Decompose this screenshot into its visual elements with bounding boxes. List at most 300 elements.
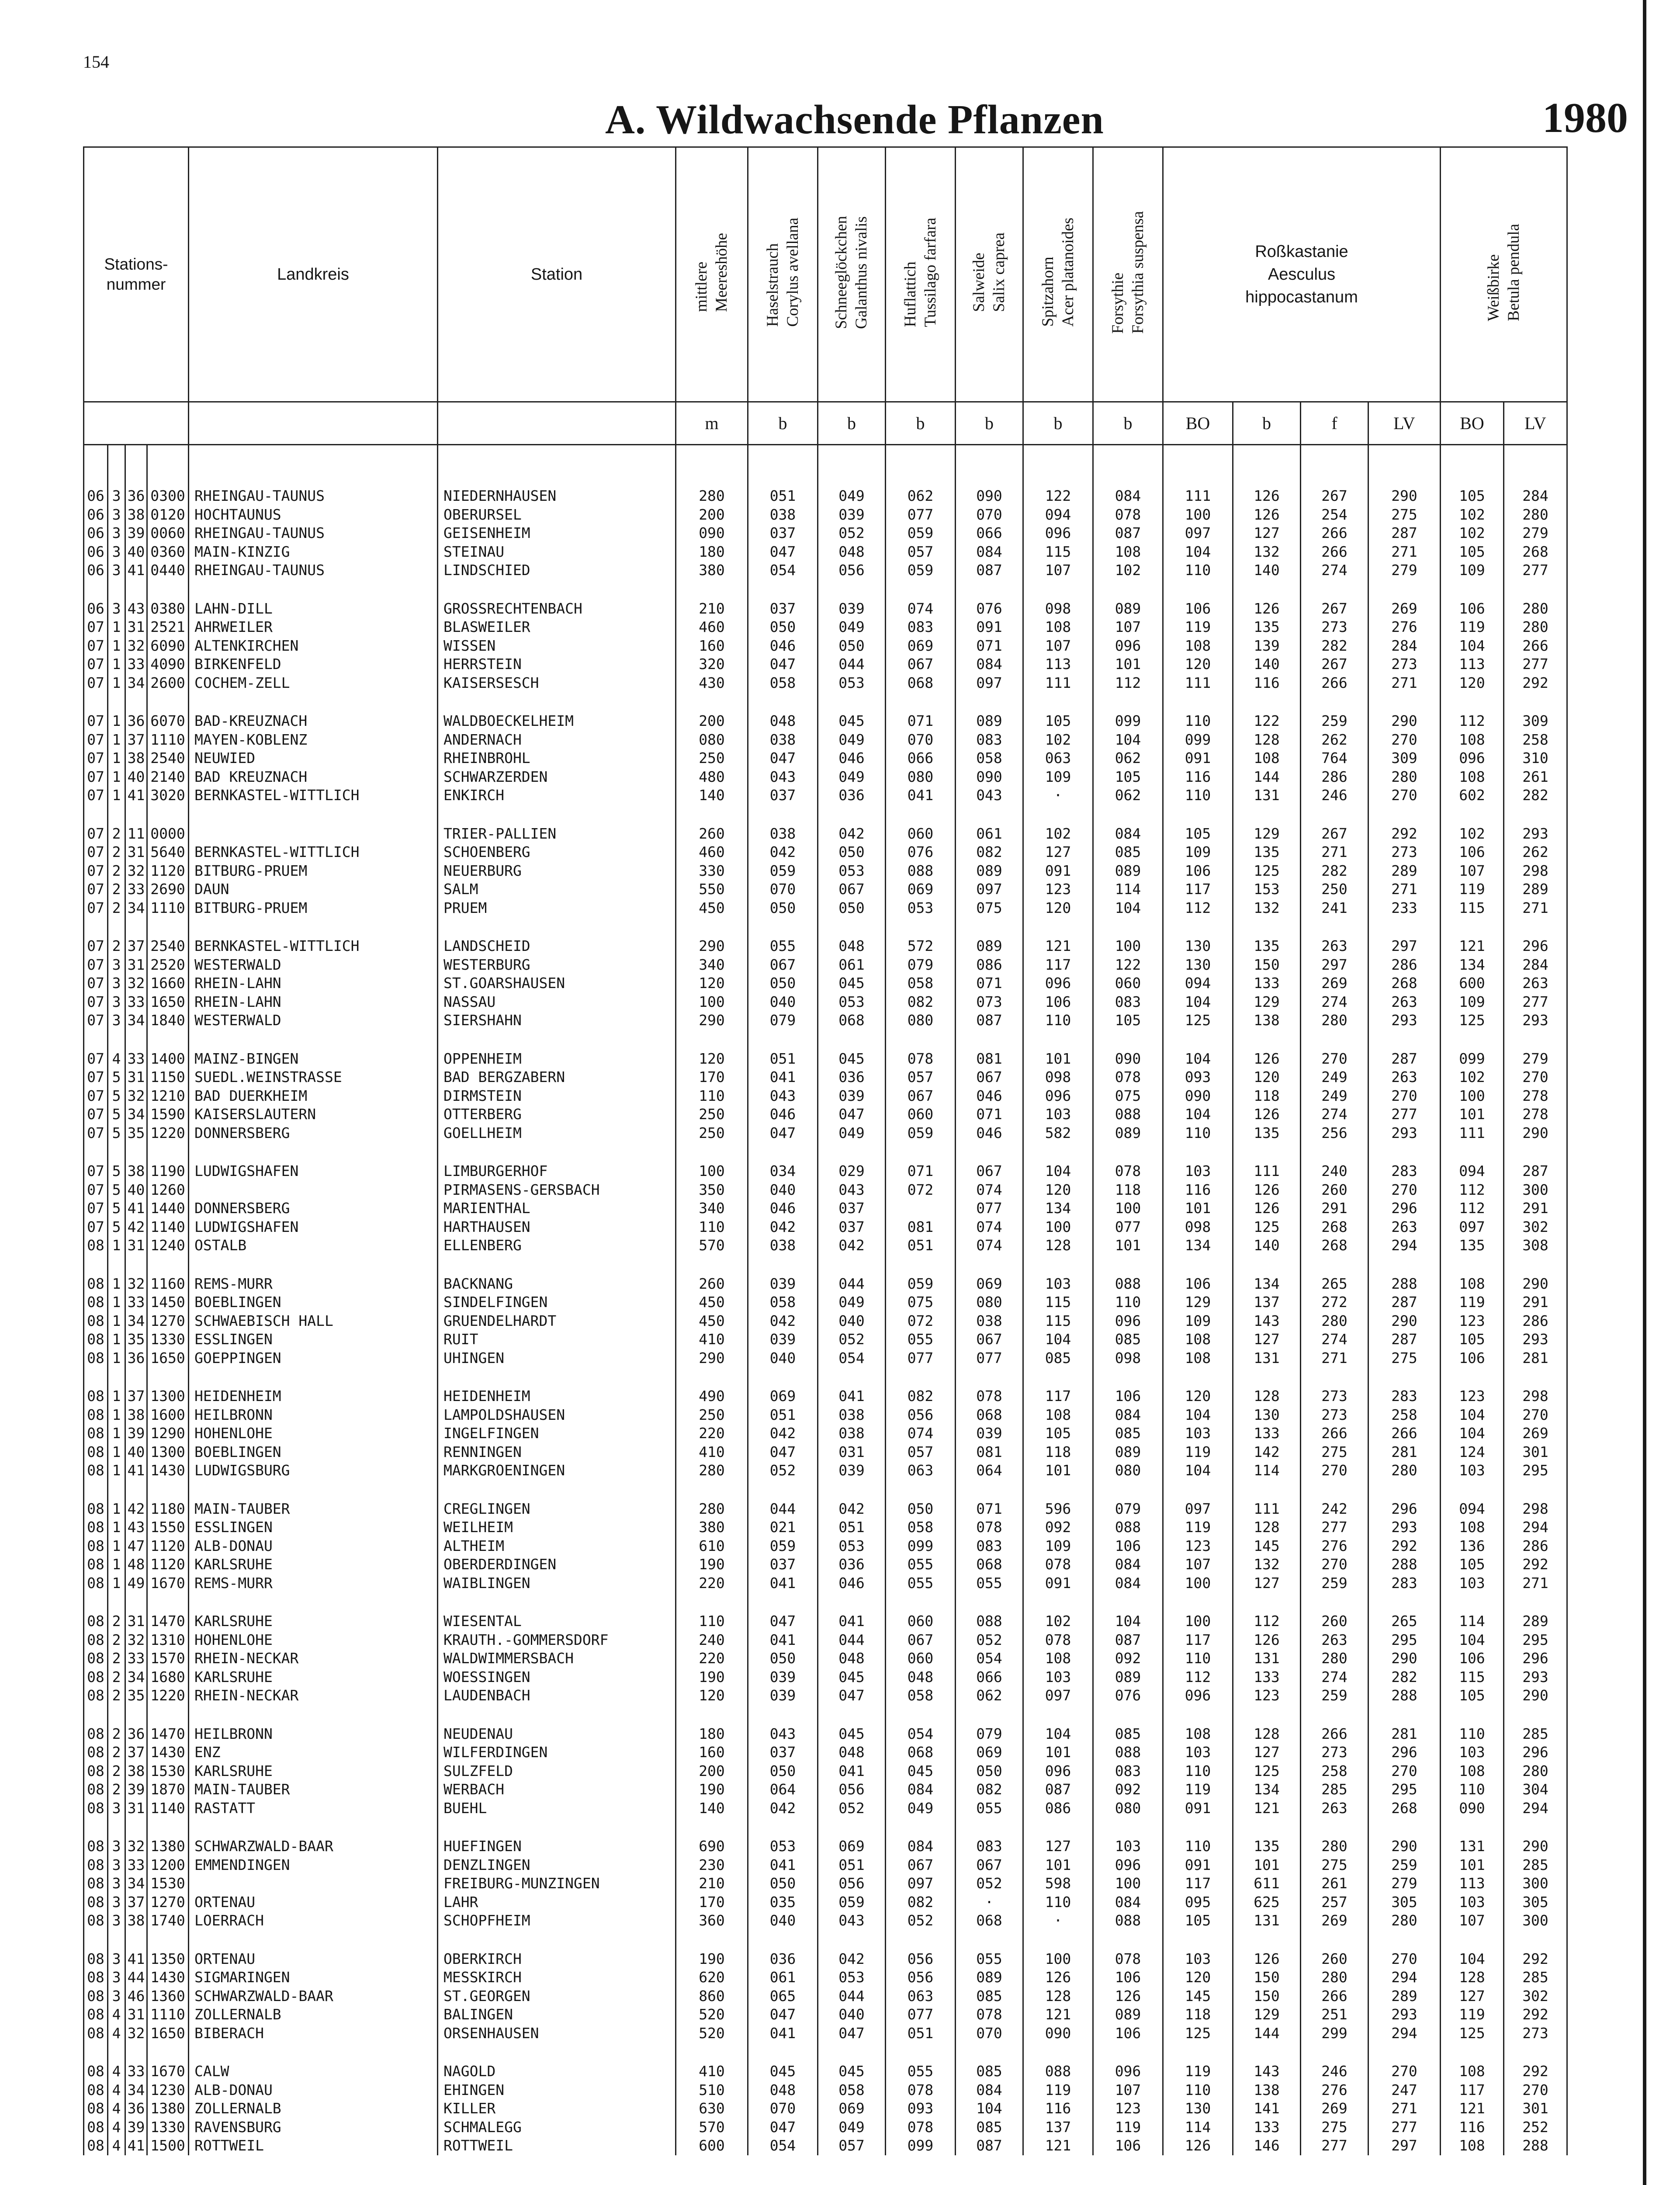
cell-ross-bo: 097 <box>1163 1500 1233 1519</box>
cell-district: 33 <box>125 880 147 899</box>
cell-ross-f: 257 <box>1301 1893 1368 1912</box>
spacer-cell <box>886 1030 956 1050</box>
cell-ross-lv: 287 <box>1368 524 1441 543</box>
cell-region: 5 <box>108 1087 125 1106</box>
cell-birke-bo: 103 <box>1441 1743 1504 1762</box>
cell-station-id: 1270 <box>147 1312 189 1331</box>
cell-spitzahorn: 098 <box>1023 1068 1093 1087</box>
unit-meereshoehe: m <box>676 402 748 445</box>
spacer-cell <box>1301 692 1368 712</box>
cell-spitzahorn: 120 <box>1023 1181 1093 1200</box>
spacer-cell <box>886 692 956 712</box>
cell-spitzahorn: 103 <box>1023 1105 1093 1124</box>
cell-ross-lv: 287 <box>1368 1330 1441 1349</box>
cell-district: 32 <box>125 1087 147 1106</box>
cell-station: PRUEM <box>438 899 676 918</box>
cell-ross-f: 291 <box>1301 1199 1368 1218</box>
cell-ross-f: 276 <box>1301 2081 1368 2100</box>
cell-altitude: 570 <box>676 1236 748 1255</box>
spacer-cell <box>108 445 125 487</box>
cell-hasel: 037 <box>748 1743 818 1762</box>
cell-state: 07 <box>84 880 108 899</box>
table-row <box>84 880 1567 899</box>
cell-ross-bo: 095 <box>1163 1893 1233 1912</box>
cell-ross-f: 269 <box>1301 2099 1368 2118</box>
cell-hasel: 040 <box>748 1181 818 1200</box>
table-row <box>84 1461 1567 1480</box>
spacer-cell <box>748 445 818 487</box>
cell-birke-lv: 298 <box>1504 1500 1567 1519</box>
cell-station-id: 1740 <box>147 1911 189 1930</box>
cell-spitzahorn: 123 <box>1023 880 1093 899</box>
cell-state: 07 <box>84 974 108 993</box>
cell-district: 31 <box>125 1612 147 1631</box>
spacer-cell <box>84 2043 108 2062</box>
spacer-cell <box>886 580 956 600</box>
cell-hasel: 064 <box>748 1780 818 1799</box>
cell-salweide: 085 <box>956 2118 1023 2137</box>
cell-hasel: 050 <box>748 1874 818 1893</box>
spacer-cell <box>1023 580 1093 600</box>
cell-station: OBERDERDINGEN <box>438 1555 676 1574</box>
cell-birke-bo: 096 <box>1441 749 1504 768</box>
cell-altitude: 210 <box>676 600 748 618</box>
cell-forsythie: 060 <box>1093 974 1163 993</box>
spacer-cell <box>1163 1592 1233 1612</box>
spacer-cell <box>189 1480 438 1500</box>
cell-landkreis <box>189 825 438 843</box>
unit-huflattich: b <box>886 402 956 445</box>
cell-schnee: 049 <box>818 1124 886 1143</box>
cell-birke-lv: 292 <box>1504 1555 1567 1574</box>
cell-huflattich: 068 <box>886 1743 956 1762</box>
spacer-cell <box>189 1817 438 1837</box>
cell-schnee: 050 <box>818 843 886 862</box>
cell-altitude: 200 <box>676 712 748 731</box>
spacer-cell <box>1233 1480 1301 1500</box>
cell-region: 1 <box>108 1275 125 1294</box>
cell-birke-lv: 302 <box>1504 1987 1567 2006</box>
cell-ross-lv: 270 <box>1368 1950 1441 1969</box>
table-row <box>84 524 1567 543</box>
cell-schnee: 053 <box>818 1968 886 1987</box>
spacer-cell <box>438 1817 676 1837</box>
cell-ross-f: 267 <box>1301 655 1368 674</box>
cell-ross-b: 126 <box>1233 1199 1301 1218</box>
cell-huflattich: 079 <box>886 956 956 975</box>
cell-district: 48 <box>125 1555 147 1574</box>
cell-district: 32 <box>125 974 147 993</box>
cell-district: 41 <box>125 1199 147 1218</box>
cell-salweide: 077 <box>956 1199 1023 1218</box>
cell-ross-lv: 292 <box>1368 825 1441 843</box>
cell-landkreis: SUEDL.WEINSTRASSE <box>189 1068 438 1087</box>
cell-forsythie: 084 <box>1093 487 1163 506</box>
cell-state: 07 <box>84 1011 108 1030</box>
cell-landkreis: DONNERSBERG <box>189 1199 438 1218</box>
cell-state: 07 <box>84 618 108 637</box>
cell-altitude: 250 <box>676 1124 748 1143</box>
cell-state: 08 <box>84 1555 108 1574</box>
cell-salweide: 090 <box>956 487 1023 506</box>
cell-station-id: 1240 <box>147 1236 189 1255</box>
cell-station: OTTERBERG <box>438 1105 676 1124</box>
cell-birke-bo: 108 <box>1441 1518 1504 1537</box>
table-row <box>84 2024 1567 2043</box>
cell-birke-bo: 128 <box>1441 1968 1504 1987</box>
cell-hasel: 059 <box>748 862 818 881</box>
cell-altitude: 520 <box>676 2024 748 2043</box>
table-spacer-row <box>84 1367 1567 1387</box>
spacer-cell <box>886 1817 956 1837</box>
cell-schnee: 044 <box>818 1275 886 1294</box>
cell-birke-lv: 296 <box>1504 1649 1567 1668</box>
table-row <box>84 843 1567 862</box>
cell-schnee: 049 <box>818 731 886 749</box>
cell-huflattich: 077 <box>886 2005 956 2024</box>
cell-schnee: 056 <box>818 561 886 580</box>
spacer-cell <box>1093 445 1163 487</box>
cell-spitzahorn: 104 <box>1023 1162 1093 1181</box>
spacer-cell <box>1441 1480 1504 1500</box>
cell-birke-bo: 112 <box>1441 712 1504 731</box>
cell-district: 47 <box>125 1537 147 1556</box>
cell-station-id: 1530 <box>147 1874 189 1893</box>
cell-forsythie: 089 <box>1093 1443 1163 1462</box>
cell-spitzahorn: 127 <box>1023 843 1093 862</box>
cell-ross-bo: 109 <box>1163 1312 1233 1331</box>
spacer-cell <box>748 692 818 712</box>
cell-altitude: 380 <box>676 561 748 580</box>
spacer-cell <box>125 1705 147 1725</box>
cell-station-id: 0060 <box>147 524 189 543</box>
cell-spitzahorn: 090 <box>1023 2024 1093 2043</box>
cell-ross-bo: 119 <box>1163 1780 1233 1799</box>
spacer-cell <box>1233 1255 1301 1275</box>
cell-birke-bo: 108 <box>1441 2136 1504 2155</box>
spacer-cell <box>1368 2043 1441 2062</box>
table-row <box>84 1087 1567 1106</box>
cell-station-id: 1190 <box>147 1162 189 1181</box>
cell-salweide: 076 <box>956 600 1023 618</box>
spacer-cell <box>956 1367 1023 1387</box>
cell-station-id: 1650 <box>147 993 189 1012</box>
cell-hasel: 043 <box>748 1725 818 1744</box>
cell-birke-lv: 295 <box>1504 1631 1567 1650</box>
cell-huflattich: 082 <box>886 1893 956 1912</box>
cell-ross-lv: 283 <box>1368 1387 1441 1406</box>
cell-ross-bo: 111 <box>1163 487 1233 506</box>
cell-forsythie: 096 <box>1093 1312 1163 1331</box>
spacer-cell <box>1023 1817 1093 1837</box>
spacer-cell <box>1023 805 1093 825</box>
cell-ross-bo: 110 <box>1163 786 1233 805</box>
cell-salweide: 074 <box>956 1218 1023 1237</box>
cell-state: 08 <box>84 1537 108 1556</box>
cell-forsythie: 104 <box>1093 731 1163 749</box>
table-spacer-row <box>84 1142 1567 1162</box>
cell-birke-bo: 120 <box>1441 674 1504 693</box>
spacer-cell <box>1504 917 1567 937</box>
cell-district: 39 <box>125 1780 147 1799</box>
cell-district: 39 <box>125 1424 147 1443</box>
cell-region: 2 <box>108 1649 125 1668</box>
cell-station-id: 0440 <box>147 561 189 580</box>
cell-region: 1 <box>108 1443 125 1462</box>
cell-district: 32 <box>125 637 147 656</box>
cell-altitude: 280 <box>676 1461 748 1480</box>
cell-schnee: 050 <box>818 899 886 918</box>
cell-hasel: 046 <box>748 1105 818 1124</box>
cell-state: 07 <box>84 1218 108 1237</box>
cell-hasel: 040 <box>748 1911 818 1930</box>
cell-ross-bo: 090 <box>1163 1087 1233 1106</box>
cell-birke-lv: 300 <box>1504 1181 1567 1200</box>
cell-schnee: 058 <box>818 2081 886 2100</box>
cell-forsythie: 078 <box>1093 1068 1163 1087</box>
cell-salweide: 087 <box>956 561 1023 580</box>
spacer-cell <box>1163 1480 1233 1500</box>
cell-region: 1 <box>108 1330 125 1349</box>
spacer-cell <box>1233 1705 1301 1725</box>
cell-ross-lv: 288 <box>1368 1555 1441 1574</box>
spacer-cell <box>676 805 748 825</box>
cell-birke-bo: 123 <box>1441 1387 1504 1406</box>
cell-hasel: 047 <box>748 1443 818 1462</box>
cell-salweide: 039 <box>956 1424 1023 1443</box>
cell-schnee: 041 <box>818 1387 886 1406</box>
cell-spitzahorn: 110 <box>1023 1011 1093 1030</box>
cell-forsythie: 114 <box>1093 880 1163 899</box>
spacer-cell <box>1233 805 1301 825</box>
cell-spitzahorn: 063 <box>1023 749 1093 768</box>
cell-state: 08 <box>84 1799 108 1818</box>
spacer-cell <box>676 580 748 600</box>
spacer-cell <box>886 1255 956 1275</box>
page-number: 154 <box>83 52 109 72</box>
cell-ross-b: 128 <box>1233 731 1301 749</box>
spacer-cell <box>1441 1592 1504 1612</box>
cell-salweide: 061 <box>956 825 1023 843</box>
cell-station-id: 1470 <box>147 1612 189 1631</box>
cell-ross-f: 273 <box>1301 618 1368 637</box>
cell-station: SULZFELD <box>438 1762 676 1781</box>
cell-spitzahorn: 113 <box>1023 655 1093 674</box>
spacer-cell <box>818 1705 886 1725</box>
cell-state: 08 <box>84 2118 108 2137</box>
table-row <box>84 768 1567 787</box>
cell-state: 06 <box>84 487 108 506</box>
cell-schnee: 045 <box>818 1668 886 1687</box>
cell-station: BAD BERGZABERN <box>438 1068 676 1087</box>
cell-forsythie: 106 <box>1093 2024 1163 2043</box>
cell-huflattich: 078 <box>886 2081 956 2100</box>
cell-forsythie: 106 <box>1093 2136 1163 2155</box>
unit-spitzahorn: b <box>1023 402 1093 445</box>
cell-station: DENZLINGEN <box>438 1856 676 1875</box>
cell-birke-lv: 308 <box>1504 1236 1567 1255</box>
table-row <box>84 1011 1567 1030</box>
cell-ross-lv: 280 <box>1368 768 1441 787</box>
cell-ross-f: 270 <box>1301 1555 1368 1574</box>
cell-schnee: 069 <box>818 1837 886 1856</box>
cell-station: HERRSTEIN <box>438 655 676 674</box>
spacer-cell <box>676 1480 748 1500</box>
cell-state: 08 <box>84 1911 108 1930</box>
cell-altitude: 200 <box>676 1762 748 1781</box>
cell-salweide: 078 <box>956 1387 1023 1406</box>
cell-station: PIRMASENS-GERSBACH <box>438 1181 676 1200</box>
cell-schnee: 047 <box>818 1105 886 1124</box>
header-station: Station <box>438 147 676 402</box>
cell-huflattich: 078 <box>886 2118 956 2137</box>
cell-ross-lv: 283 <box>1368 1574 1441 1593</box>
cell-salweide: 090 <box>956 768 1023 787</box>
spacer-cell <box>125 1142 147 1162</box>
cell-region: 2 <box>108 825 125 843</box>
cell-altitude: 190 <box>676 1668 748 1687</box>
cell-state: 08 <box>84 1461 108 1480</box>
cell-region: 4 <box>108 2081 125 2100</box>
cell-altitude: 110 <box>676 1087 748 1106</box>
cell-region: 3 <box>108 487 125 506</box>
cell-birke-bo: 101 <box>1441 1105 1504 1124</box>
cell-spitzahorn: 121 <box>1023 2005 1093 2024</box>
cell-forsythie: 106 <box>1093 1968 1163 1987</box>
cell-station: UHINGEN <box>438 1349 676 1368</box>
cell-spitzahorn: 087 <box>1023 1780 1093 1799</box>
cell-ross-bo: 110 <box>1163 2081 1233 2100</box>
cell-ross-lv: 271 <box>1368 543 1441 562</box>
cell-salweide: 066 <box>956 524 1023 543</box>
cell-spitzahorn: 127 <box>1023 1837 1093 1856</box>
cell-birke-lv: 280 <box>1504 600 1567 618</box>
cell-landkreis: LAHN-DILL <box>189 600 438 618</box>
cell-salweide: 091 <box>956 618 1023 637</box>
cell-ross-lv: 270 <box>1368 1087 1441 1106</box>
cell-schnee: 043 <box>818 1181 886 1200</box>
cell-altitude: 230 <box>676 1856 748 1875</box>
cell-ross-f: 280 <box>1301 1312 1368 1331</box>
unit-forsythie: b <box>1093 402 1163 445</box>
spacer-cell <box>125 445 147 487</box>
cell-salweide: 067 <box>956 1068 1023 1087</box>
cell-region: 1 <box>108 1500 125 1519</box>
table-spacer-row <box>84 1817 1567 1837</box>
spacer-cell <box>147 1255 189 1275</box>
cell-ross-f: 260 <box>1301 1950 1368 1969</box>
cell-ross-b: 125 <box>1233 862 1301 881</box>
cell-state: 08 <box>84 1950 108 1969</box>
cell-birke-lv: 300 <box>1504 1874 1567 1893</box>
table-row <box>84 1574 1567 1593</box>
cell-schnee: 049 <box>818 618 886 637</box>
cell-forsythie: 088 <box>1093 1518 1163 1537</box>
header-rosskastanie: Roßkastanie Aesculus hippocastanum <box>1163 147 1441 402</box>
cell-station: WEILHEIM <box>438 1518 676 1537</box>
cell-state: 07 <box>84 843 108 862</box>
cell-district: 33 <box>125 993 147 1012</box>
cell-region: 1 <box>108 1293 125 1312</box>
cell-station: ANDERNACH <box>438 731 676 749</box>
header-schneegloeckchen: Schneeglöckchen Galanthus nivalis <box>818 147 886 402</box>
cell-birke-lv: 301 <box>1504 2099 1567 2118</box>
spacer-cell <box>956 1030 1023 1050</box>
cell-region: 3 <box>108 561 125 580</box>
cell-ross-lv: 287 <box>1368 1293 1441 1312</box>
cell-ross-lv: 290 <box>1368 1837 1441 1856</box>
spacer-cell <box>1368 1705 1441 1725</box>
cell-altitude: 340 <box>676 1199 748 1218</box>
cell-landkreis: REMS-MURR <box>189 1275 438 1294</box>
cell-ross-lv: 290 <box>1368 1649 1441 1668</box>
cell-district: 35 <box>125 1124 147 1143</box>
cell-ross-f: 274 <box>1301 1105 1368 1124</box>
cell-region: 2 <box>108 1762 125 1781</box>
cell-district: 35 <box>125 1330 147 1349</box>
spacer-cell <box>676 1030 748 1050</box>
spacer-cell <box>1023 1030 1093 1050</box>
spacer-cell <box>676 692 748 712</box>
cell-forsythie: 089 <box>1093 1668 1163 1687</box>
spacer-cell <box>1368 805 1441 825</box>
cell-ross-lv: 263 <box>1368 1068 1441 1087</box>
cell-state: 08 <box>84 2005 108 2024</box>
cell-station: LIMBURGERHOF <box>438 1162 676 1181</box>
spacer-cell <box>1441 1930 1504 1950</box>
cell-huflattich: 074 <box>886 600 956 618</box>
cell-schnee: 045 <box>818 712 886 731</box>
cell-forsythie: 104 <box>1093 899 1163 918</box>
cell-birke-lv: 290 <box>1504 1837 1567 1856</box>
cell-forsythie: 092 <box>1093 1649 1163 1668</box>
cell-district: 40 <box>125 543 147 562</box>
table-row <box>84 1387 1567 1406</box>
cell-huflattich: 072 <box>886 1181 956 1200</box>
cell-hasel: 054 <box>748 561 818 580</box>
cell-landkreis: LUDWIGSHAFEN <box>189 1162 438 1181</box>
cell-huflattich <box>886 1199 956 1218</box>
spacer-cell <box>1441 445 1504 487</box>
spacer-cell <box>84 1592 108 1612</box>
cell-schnee: 036 <box>818 1555 886 1574</box>
cell-salweide: 085 <box>956 1987 1023 2006</box>
cell-state: 08 <box>84 1725 108 1744</box>
spacer-cell <box>1233 1142 1301 1162</box>
table-row <box>84 731 1567 749</box>
cell-schnee: 039 <box>818 1087 886 1106</box>
spacer-cell <box>1163 692 1233 712</box>
cell-district: 39 <box>125 524 147 543</box>
cell-spitzahorn: 103 <box>1023 1275 1093 1294</box>
table-row <box>84 2136 1567 2155</box>
cell-station-id: 1450 <box>147 1293 189 1312</box>
cell-schnee: 049 <box>818 2118 886 2137</box>
spacer-cell <box>886 1480 956 1500</box>
cell-station-id: 1670 <box>147 1574 189 1593</box>
cell-forsythie: 078 <box>1093 506 1163 524</box>
cell-ross-b: 120 <box>1233 1068 1301 1087</box>
cell-salweide: 081 <box>956 1050 1023 1068</box>
cell-station-id: 2600 <box>147 674 189 693</box>
cell-ross-lv: 270 <box>1368 1181 1441 1200</box>
cell-state: 08 <box>84 1987 108 2006</box>
cell-district: 38 <box>125 1911 147 1930</box>
spacer-cell <box>1504 805 1567 825</box>
spacer-cell <box>1163 1367 1233 1387</box>
spacer-cell <box>818 1030 886 1050</box>
spacer-cell <box>108 1367 125 1387</box>
